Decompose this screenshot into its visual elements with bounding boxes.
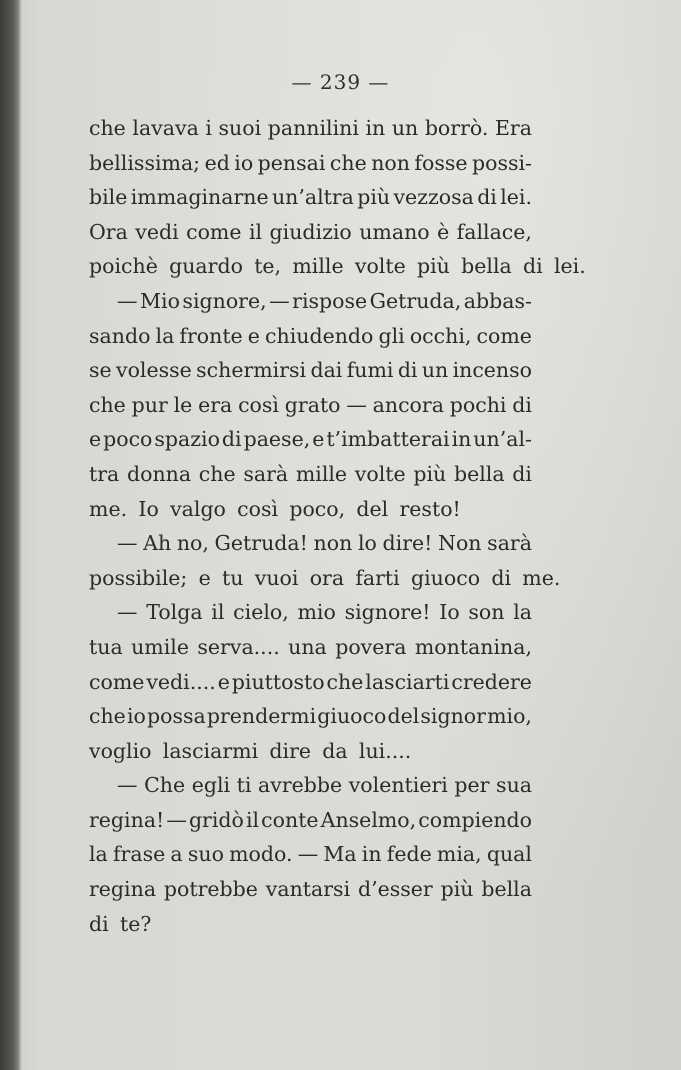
text-line — [89, 388, 532, 423]
word: regina — [89, 877, 157, 902]
word: poco — [103, 427, 153, 452]
word: di — [491, 565, 512, 590]
word: — — [117, 773, 138, 798]
word: guardo — [169, 254, 243, 279]
word: resto! — [399, 496, 461, 521]
word: no, — [176, 531, 209, 556]
word: vuoi — [254, 565, 299, 590]
word: di — [89, 911, 109, 936]
word: me. — [522, 565, 561, 590]
word: il — [211, 600, 225, 625]
word: bella — [453, 461, 505, 486]
word: bile — [89, 185, 128, 210]
word: più — [416, 254, 450, 279]
text-line — [89, 111, 532, 146]
word: conte — [261, 807, 319, 832]
word: qual — [486, 842, 532, 867]
word: paese, — [243, 427, 311, 452]
word: signor — [420, 704, 486, 729]
word: un — [391, 116, 419, 140]
word: la — [89, 842, 108, 867]
word: Getruda, — [369, 288, 462, 313]
word: tua — [89, 634, 123, 659]
word: — — [117, 600, 138, 625]
word: — — [117, 288, 138, 313]
text-line — [89, 561, 561, 596]
text-line — [89, 353, 532, 388]
word: fallace, — [456, 219, 532, 244]
word: fosse — [414, 150, 468, 175]
word: così — [238, 392, 279, 417]
word: abbas- — [463, 288, 532, 313]
word: volesse — [115, 358, 192, 383]
word: volte — [354, 461, 406, 486]
text-line — [89, 630, 532, 665]
word: Io — [439, 600, 460, 625]
word: voglio — [89, 738, 152, 763]
word: prendermi — [206, 704, 317, 729]
word: grato — [284, 392, 341, 417]
word: — — [166, 807, 187, 832]
word: di — [523, 254, 543, 279]
text-line — [89, 907, 532, 942]
word: lasciarti — [365, 669, 450, 694]
word: poichè — [89, 254, 158, 279]
word: così — [237, 496, 279, 521]
word: Era — [494, 116, 532, 140]
word: Ora — [89, 219, 128, 244]
word: vantarsi — [265, 877, 351, 902]
word: e — [312, 427, 325, 452]
word: dai — [310, 358, 343, 383]
word: povera — [335, 634, 407, 659]
word: sando — [89, 323, 151, 348]
word: era — [198, 392, 233, 417]
word: dire! — [382, 531, 433, 556]
body-text — [89, 111, 586, 941]
word: più — [357, 185, 391, 210]
word: volte — [354, 254, 406, 279]
word: possi- — [472, 150, 532, 175]
word: giuoco — [317, 704, 387, 729]
word: di — [397, 358, 418, 383]
word: che — [89, 704, 126, 729]
word: e — [247, 323, 260, 348]
word: per — [454, 773, 490, 798]
word: immaginarne — [130, 185, 269, 210]
word: e — [198, 565, 211, 590]
word: ancora — [372, 392, 444, 417]
word: giudizio — [269, 219, 352, 244]
word: ed — [204, 150, 230, 175]
word: spazio — [154, 427, 220, 452]
word: come — [186, 219, 242, 244]
text-line — [89, 215, 532, 250]
word: in — [361, 842, 382, 867]
word: volentieri — [348, 773, 448, 798]
word: Getruda! — [214, 531, 308, 556]
text-line — [89, 422, 532, 457]
book-binding-edge — [0, 0, 22, 1070]
word: fumi — [346, 358, 394, 383]
word: più — [440, 877, 474, 902]
word: serva.... — [197, 634, 280, 659]
word: lui.... — [358, 738, 412, 763]
word: montanina, — [414, 634, 532, 659]
word: che — [329, 150, 367, 175]
word: un — [421, 358, 449, 383]
word: giuoco — [411, 565, 481, 590]
word: mille — [295, 461, 348, 486]
word: Ma — [323, 842, 357, 867]
text-line — [89, 457, 532, 492]
word: farti — [355, 565, 400, 590]
text-line — [89, 665, 532, 700]
word: i — [205, 116, 212, 140]
word: di — [477, 185, 497, 210]
text-line — [89, 180, 532, 215]
text-line — [89, 492, 532, 527]
word: vezzosa — [393, 185, 474, 210]
word: se — [89, 358, 112, 383]
word: pensai — [257, 150, 326, 175]
text-line — [89, 699, 532, 734]
word: più — [413, 461, 447, 486]
word: Tolga — [146, 600, 203, 625]
word: tu — [222, 565, 244, 590]
word: non — [371, 150, 410, 175]
word: umano — [359, 219, 430, 244]
word: che — [89, 392, 126, 417]
word: t’imbatterai — [326, 427, 450, 452]
word: lo — [357, 531, 377, 556]
word: compiendo — [418, 807, 532, 832]
word: sua — [496, 773, 532, 798]
word: suo — [187, 842, 224, 867]
word: borrò. — [424, 116, 489, 140]
text-line — [89, 872, 532, 907]
word: poco, — [289, 496, 346, 521]
word: ora — [309, 565, 345, 590]
text-line — [89, 319, 532, 354]
word: è — [437, 219, 450, 244]
word: tra — [89, 461, 120, 486]
word: le — [173, 392, 193, 417]
text-line — [89, 595, 532, 630]
word: — — [117, 531, 138, 556]
word: avrebbe — [258, 773, 343, 798]
word: lei. — [553, 254, 586, 279]
word: potrebbe — [163, 877, 258, 902]
word: mia, — [436, 842, 482, 867]
word: gli — [378, 323, 405, 348]
word: egli — [191, 773, 231, 798]
word: lei. — [500, 185, 532, 210]
word: mille — [292, 254, 344, 279]
word: incenso — [452, 358, 532, 383]
word: — — [297, 842, 319, 867]
word: di — [512, 392, 532, 417]
word: un’altra — [271, 185, 354, 210]
word: donna — [126, 461, 192, 486]
word: bella — [461, 254, 512, 279]
word: vedi — [135, 219, 179, 244]
word: Ah — [143, 531, 172, 556]
word: son — [468, 600, 505, 625]
word: te? — [119, 911, 152, 936]
word: — — [346, 392, 367, 417]
word: che — [326, 669, 364, 694]
word: regina! — [89, 807, 165, 832]
word: suoi — [218, 116, 262, 140]
word: valgo — [170, 496, 226, 521]
word: umile — [131, 634, 189, 659]
word: il — [248, 219, 263, 244]
word: lavava — [132, 116, 199, 140]
word: sarà — [243, 461, 289, 486]
word: bella — [481, 877, 532, 902]
text-line — [89, 284, 532, 319]
word: pur — [131, 392, 168, 417]
page-number: — 239 — — [291, 70, 390, 94]
word: bellissima; — [89, 150, 201, 175]
word: io — [126, 704, 146, 729]
word: Non — [438, 531, 482, 556]
word: me. — [89, 496, 128, 521]
word: ti — [236, 773, 252, 798]
text-line — [89, 768, 532, 803]
word: che — [198, 461, 236, 486]
word: in — [451, 427, 472, 452]
word: fede — [386, 842, 432, 867]
word: una — [288, 634, 327, 659]
word: del — [356, 496, 389, 521]
word: un’al- — [473, 427, 532, 452]
word: piuttosto — [231, 669, 325, 694]
text-line — [89, 146, 532, 181]
word: dire — [269, 738, 312, 763]
word: la — [513, 600, 532, 625]
text-line — [89, 803, 532, 838]
word: rispose — [292, 288, 368, 313]
word: di — [221, 427, 242, 452]
word: signore, — [182, 288, 267, 313]
word: signore! — [344, 600, 431, 625]
word: pannilini — [267, 116, 359, 140]
word: credere — [451, 669, 532, 694]
word: e — [89, 427, 102, 452]
word: — — [269, 288, 290, 313]
word: chiudendo — [265, 323, 374, 348]
word: schermirsi — [196, 358, 307, 383]
word: possibile; — [89, 565, 188, 590]
word: in — [365, 116, 386, 140]
word: possa — [146, 704, 206, 729]
word: Mio — [140, 288, 180, 313]
word: Che — [144, 773, 186, 798]
word: lasciarmi — [162, 738, 259, 763]
word: gridò — [188, 807, 244, 832]
word: mio, — [487, 704, 532, 729]
word: pochi — [449, 392, 507, 417]
text-line — [89, 837, 532, 872]
word: modo. — [229, 842, 293, 867]
word: la — [155, 323, 175, 348]
word: mio — [297, 600, 336, 625]
word: non — [313, 531, 353, 556]
text-line — [89, 526, 532, 561]
word: e — [217, 669, 230, 694]
word: a — [170, 842, 183, 867]
word: del — [387, 704, 420, 729]
text-line — [89, 249, 586, 284]
word: sarà — [487, 531, 532, 556]
word: d’esser — [357, 877, 433, 902]
word: occhi, — [409, 323, 472, 348]
word: come — [89, 669, 145, 694]
word: Io — [138, 496, 159, 521]
word: di — [512, 461, 532, 486]
word: che — [89, 116, 126, 140]
word: cielo, — [233, 600, 289, 625]
word: vedi.... — [146, 669, 216, 694]
word: Anselmo, — [320, 807, 417, 832]
text-line — [89, 734, 532, 769]
word: te, — [254, 254, 282, 279]
word: fronte — [179, 323, 243, 348]
word: come — [476, 323, 532, 348]
word: frase — [112, 842, 166, 867]
word: da — [322, 738, 348, 763]
word: io — [234, 150, 254, 175]
word: il — [245, 807, 260, 832]
